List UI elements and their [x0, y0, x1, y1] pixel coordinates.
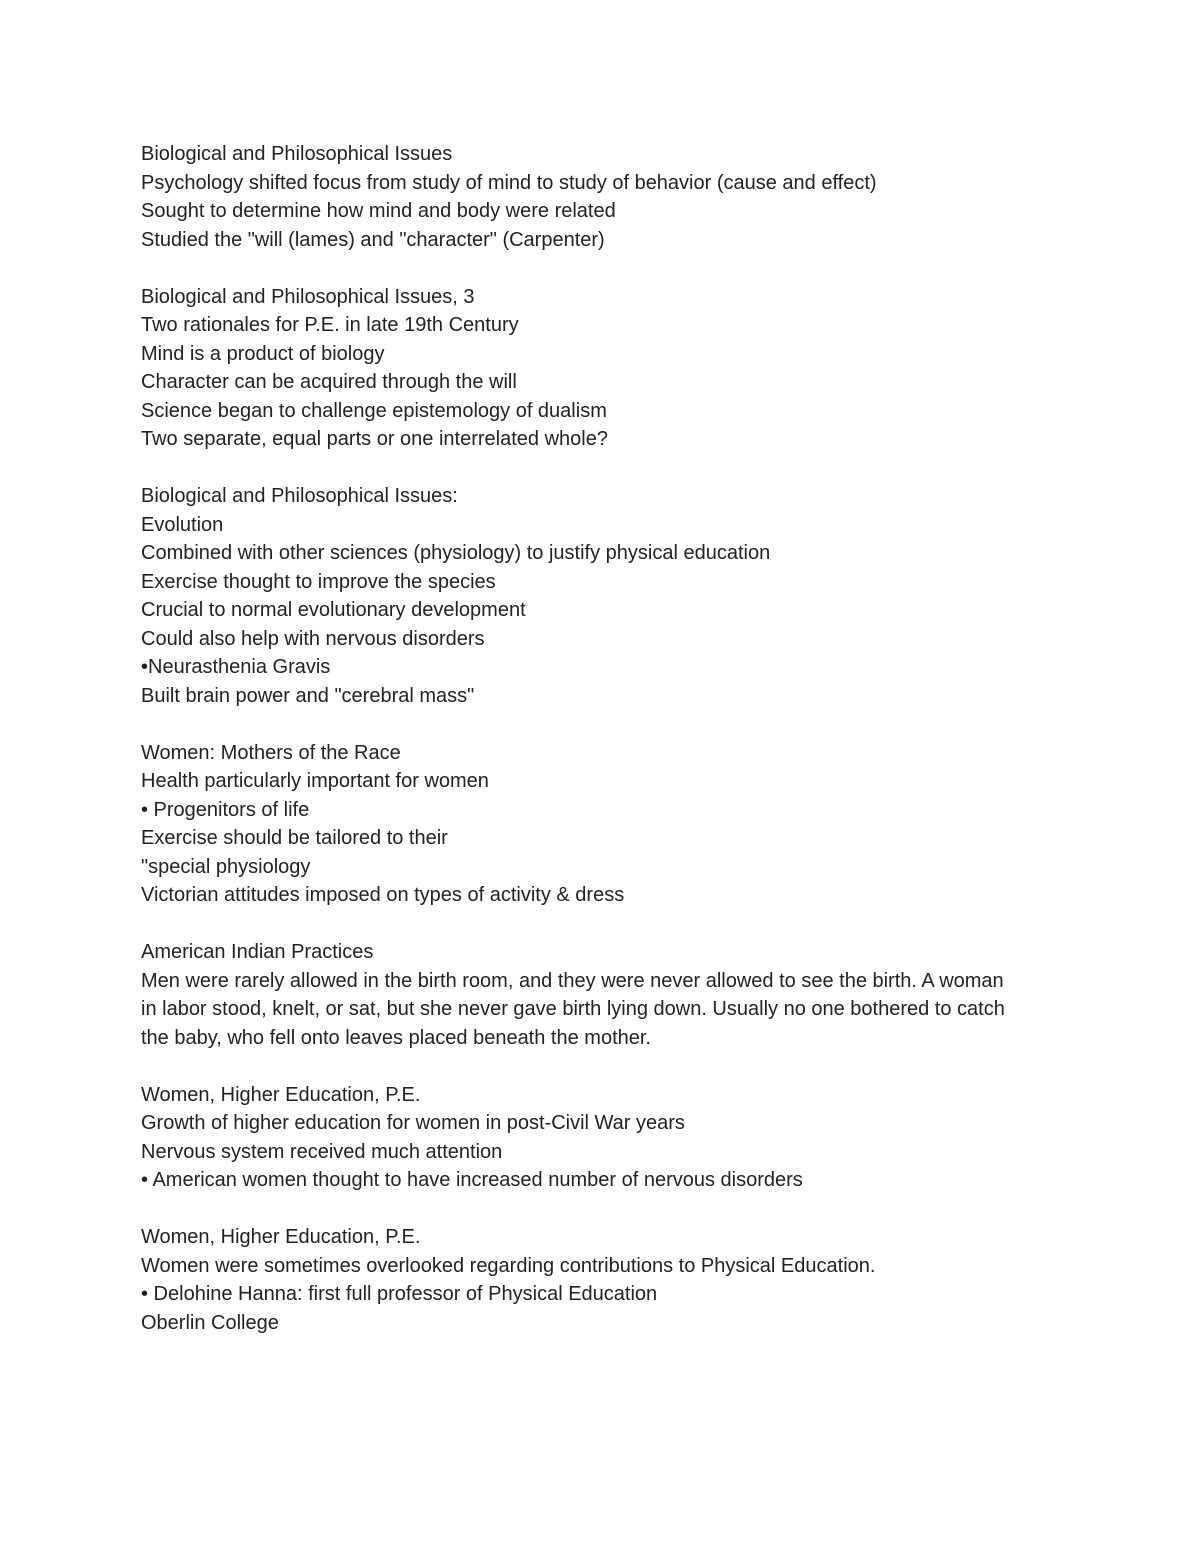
section-heading: American Indian Practices — [141, 941, 374, 963]
text-line: Exercise should be tailored to their — [141, 827, 448, 849]
text-line: Exercise thought to improve the species — [141, 570, 496, 593]
text-line: Nervous system received much attention — [141, 1140, 503, 1163]
section-heading: Women, Higher Education, P.E. — [141, 1226, 421, 1248]
text-line: • Delohine Hanna: first full professor of Physical Education — [141, 1283, 658, 1305]
text-line: Health particularly important for women — [141, 770, 489, 792]
text-line: • American women thought to have increased number of nervous disorders — [141, 1169, 803, 1191]
text-line: Psychology shifted focus from study of mind to study of behavior (cause and effect) — [141, 171, 877, 194]
section-american-indian — [141, 938, 1041, 1052]
section-women-higher-ed-1 — [141, 1081, 1041, 1195]
section-biological-philosophical — [141, 140, 1041, 254]
text-line: Two rationales for P.E. in late 19th Century — [141, 314, 519, 336]
text-line: Women were sometimes overlooked regarding contributions to Physical Education. — [141, 1254, 876, 1277]
text-line: Victorian attitudes imposed on types of activity & dress — [141, 884, 625, 906]
text-line: Built brain power and "cerebral mass" — [141, 684, 475, 707]
section-women-higher-ed-2 — [141, 1223, 1041, 1337]
text-line: "special physiology — [141, 855, 311, 878]
section-heading: Biological and Philosophical Issues: — [141, 485, 458, 507]
text-line: Could also help with nervous disorders — [141, 627, 485, 650]
text-line: Studied the "will (lames) and "character" (Carpenter) — [141, 228, 605, 251]
text-paragraph: Men were rarely allowed in the birth room, and they were never allowed to see the birth. A woman in labor stood, knelt, or sat, but she never gave birth lying down. Usually no one bothered to catch the baby, who fell onto leaves placed beneath the mother. — [141, 969, 1005, 1049]
text-line: Character can be acquired through the will — [141, 371, 517, 393]
section-women-mothers — [141, 739, 1041, 910]
text-line: Mind is a product of biology — [141, 342, 385, 365]
text-line: Two separate, equal parts or one interrelated whole? — [141, 428, 608, 450]
text-line: Sought to determine how mind and body were related — [141, 200, 616, 222]
text-line: Combined with other sciences (physiology) to justify physical education — [141, 542, 771, 564]
section-heading: Biological and Philosophical Issues — [141, 143, 453, 165]
section-evolution — [141, 482, 1041, 710]
text-line: • Progenitors of life — [141, 798, 310, 821]
section-biological-philosophical-3 — [141, 283, 1041, 454]
text-line: Oberlin College — [141, 1311, 279, 1334]
text-line: Crucial to normal evolutionary development — [141, 599, 526, 621]
text-line: Growth of higher education for women in post-Civil War years — [141, 1112, 685, 1134]
section-heading: Biological and Philosophical Issues, 3 — [141, 285, 475, 308]
text-line: •Neurasthenia Gravis — [141, 656, 331, 678]
text-line: Science began to challenge epistemology of dualism — [141, 399, 607, 422]
section-heading: Women, Higher Education, P.E. — [141, 1083, 421, 1106]
text-line: Evolution — [141, 513, 224, 536]
section-heading: Women: Mothers of the Race — [141, 741, 401, 764]
document-page — [141, 140, 1041, 1366]
